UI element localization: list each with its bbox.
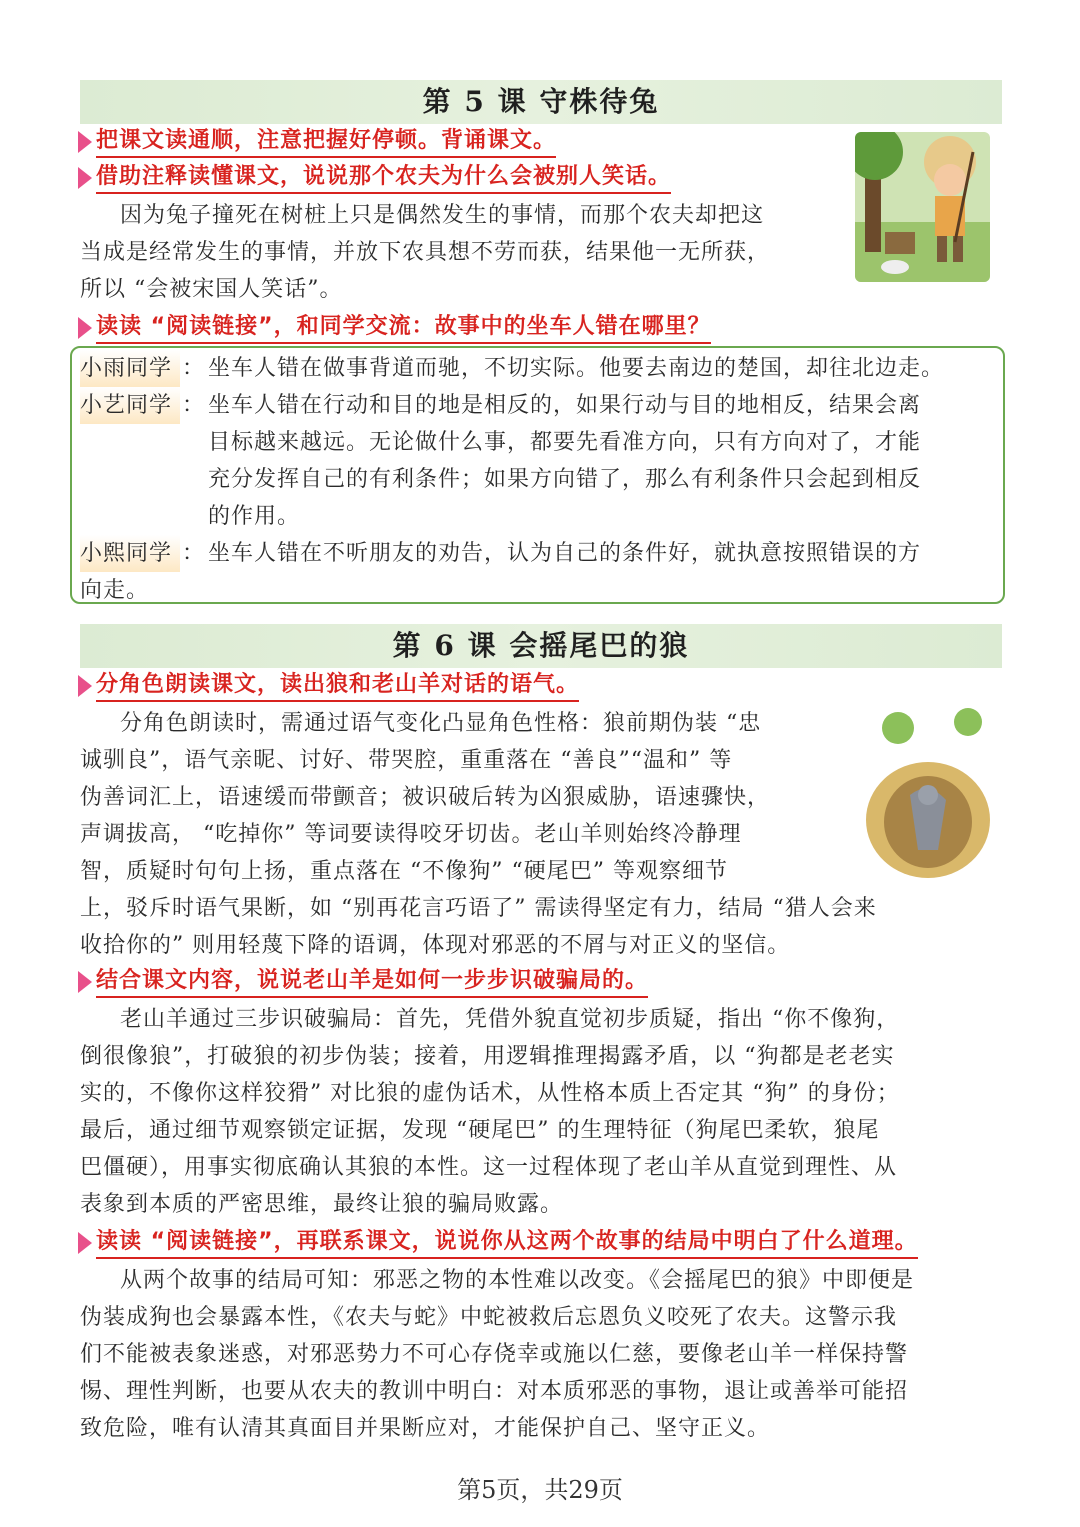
- lesson-6-title: 第 6 课 会摇尾巴的狼: [80, 624, 1002, 668]
- student-name-tag: [80, 535, 180, 572]
- student-name-tag: [80, 350, 180, 387]
- lesson-6-answer-2: [80, 1001, 1010, 1223]
- text-line: 坐车人错在做事背道而驰，不切实际。他要去南边的楚国，却往北边走。: [208, 356, 945, 381]
- text-line: 因为兔子撞死在树桩上只是偶然发生的事情，而那个农夫却把这: [120, 203, 765, 228]
- student-answer-text: [208, 350, 998, 387]
- text-line: 巴僵硬），用事实彻底确认其狼的本性。这一过程体现了老山羊从直觉到理性、从: [80, 1155, 898, 1180]
- text-line: 所以 “会被宋国人笑话”。: [80, 277, 343, 302]
- text-line: 老山羊通过三步识破骗局：首先，凭借外貌直觉初步质疑，指出 “你不像狗，: [120, 1007, 900, 1032]
- task-text: 借助注释读懂课文，说说那个农夫为什么会被别人笑话。: [96, 162, 671, 194]
- student-answers-box: [70, 346, 1005, 604]
- text-line: 诚驯良”，语气亲昵、讨好、带哭腔，重重落在 “善良”“温和” 等: [80, 748, 733, 773]
- text-line: 实的，不像你这样狡猾” 对比狼的虚伪话术，从性格本质上否定其 “狗” 的身份；: [80, 1081, 900, 1106]
- text-line: 上，驳斥时语气果断，如 “别再花言巧语了” 需读得坚定有力，结局 “猎人会来: [80, 896, 877, 921]
- text-line: 收拾你的” 则用轻蔑下降的语调，体现对邪恶的不屑与对正义的坚信。: [80, 933, 791, 958]
- page-footer: 第5页，共29页: [457, 1476, 623, 1504]
- colon: ：: [182, 541, 205, 566]
- text-line: 分角色朗读时，需通过语气变化凸显角色性格：狼前期伪装 “忠: [120, 711, 762, 736]
- text-line: 目标越来越远。无论做什么事，都要先看准方向，只有方向对了，才能: [208, 430, 922, 455]
- text-line: 向走。: [80, 578, 150, 603]
- text-line: 从两个故事的结局可知：邪恶之物的本性难以改变。《会摇尾巴的狼》中即便是: [120, 1268, 915, 1293]
- text-line: 声调拔高， “吃掉你” 等词要读得咬牙切齿。老山羊则始终冷静理: [80, 822, 742, 847]
- arrow-icon: [78, 167, 92, 189]
- text-line: 充分发挥自己的有利条件；如果方向错了，那么有利条件只会起到相反: [208, 467, 922, 492]
- text-line: 最后，通过细节观察锁定证据，发现 “硬尾巴” 的生理特征（狗尾巴柔软，狼尾: [80, 1118, 880, 1143]
- lesson-6-task-1: [78, 668, 579, 704]
- student-name-tag: [80, 387, 180, 424]
- task-text: 把课文读通顺，注意把握好停顿。背诵课文。: [96, 126, 556, 158]
- text-line: 表象到本质的严密思维，最终让狼的骗局败露。: [80, 1192, 564, 1217]
- colon: ：: [182, 393, 205, 418]
- text-line: 惕、理性判断，也要从农夫的教训中明白：对本质邪恶的事物，退让或善举可能招: [80, 1379, 909, 1404]
- student-name: 小熙同学: [80, 541, 173, 566]
- lesson-6-answer-3: [80, 1262, 1010, 1447]
- lesson-5-answer-2: [80, 197, 840, 308]
- lesson-5-task-1: [78, 124, 556, 160]
- arrow-icon: [78, 1232, 92, 1254]
- lesson-5-title: 第 5 课 守株待兔: [80, 80, 1002, 124]
- text-line: 坐车人错在不听朋友的劝告，认为自己的条件好，就执意按照错误的方: [208, 541, 922, 566]
- text-line: 们不能被表象迷惑，对邪恶势力不可心存侥幸或施以仁慈，要像老山羊一样保持警: [80, 1342, 909, 1367]
- lesson-5-task-2: [78, 160, 671, 196]
- wolf-pit-illustration: [858, 700, 998, 885]
- text-line: 当成是经常发生的事情，并放下农具想不劳而获，结果他一无所获，: [80, 240, 771, 265]
- task-text: 结合课文内容，说说老山羊是如何一步步识破骗局的。: [96, 966, 648, 998]
- colon: ：: [182, 356, 205, 381]
- student-answer-text: [208, 535, 998, 572]
- text-line: 的作用。: [208, 504, 301, 529]
- task-text: 分角色朗读课文，读出狼和老山羊对话的语气。: [96, 670, 579, 702]
- arrow-icon: [78, 971, 92, 993]
- text-line: 伪善词汇上，语速缓而带颤音；被识破后转为凶狠威胁，语速骤快，: [80, 785, 771, 810]
- student-answer-text: [208, 387, 998, 535]
- text-line: 坐车人错在行动和目的地是相反的，如果行动与目的地相反，结果会离: [208, 393, 922, 418]
- text-line: 致危险，唯有认清其真面目并果断应对，才能保护自己、坚守正义。: [80, 1416, 771, 1441]
- task-text: 读读 “阅读链接”，再联系课文，说说你从这两个故事的结局中明白了什么道理。: [96, 1227, 918, 1259]
- lesson-5-task-3: [78, 310, 711, 346]
- arrow-icon: [78, 675, 92, 697]
- student-name: 小雨同学: [80, 356, 173, 381]
- text-line: 倒很像狼”，打破狼的初步伪装；接着，用逻辑推理揭露矛盾，以 “狗都是老老实: [80, 1044, 895, 1069]
- farmer-illustration: [855, 132, 990, 282]
- task-text: 读读 “阅读链接”，和同学交流：故事中的坐车人错在哪里？: [96, 312, 711, 344]
- text-line: 智，质疑时句句上扬，重点落在 “不像狗” “硬尾巴” 等观察细节: [80, 859, 728, 884]
- student-name: 小艺同学: [80, 393, 173, 418]
- arrow-icon: [78, 131, 92, 153]
- text-line: 伪装成狗也会暴露本性，《农夫与蛇》中蛇被救后忘恩负义咬死了农夫。这警示我: [80, 1305, 898, 1330]
- arrow-icon: [78, 317, 92, 339]
- lesson-6-task-3: [78, 1225, 918, 1261]
- lesson-6-task-2: [78, 964, 648, 1000]
